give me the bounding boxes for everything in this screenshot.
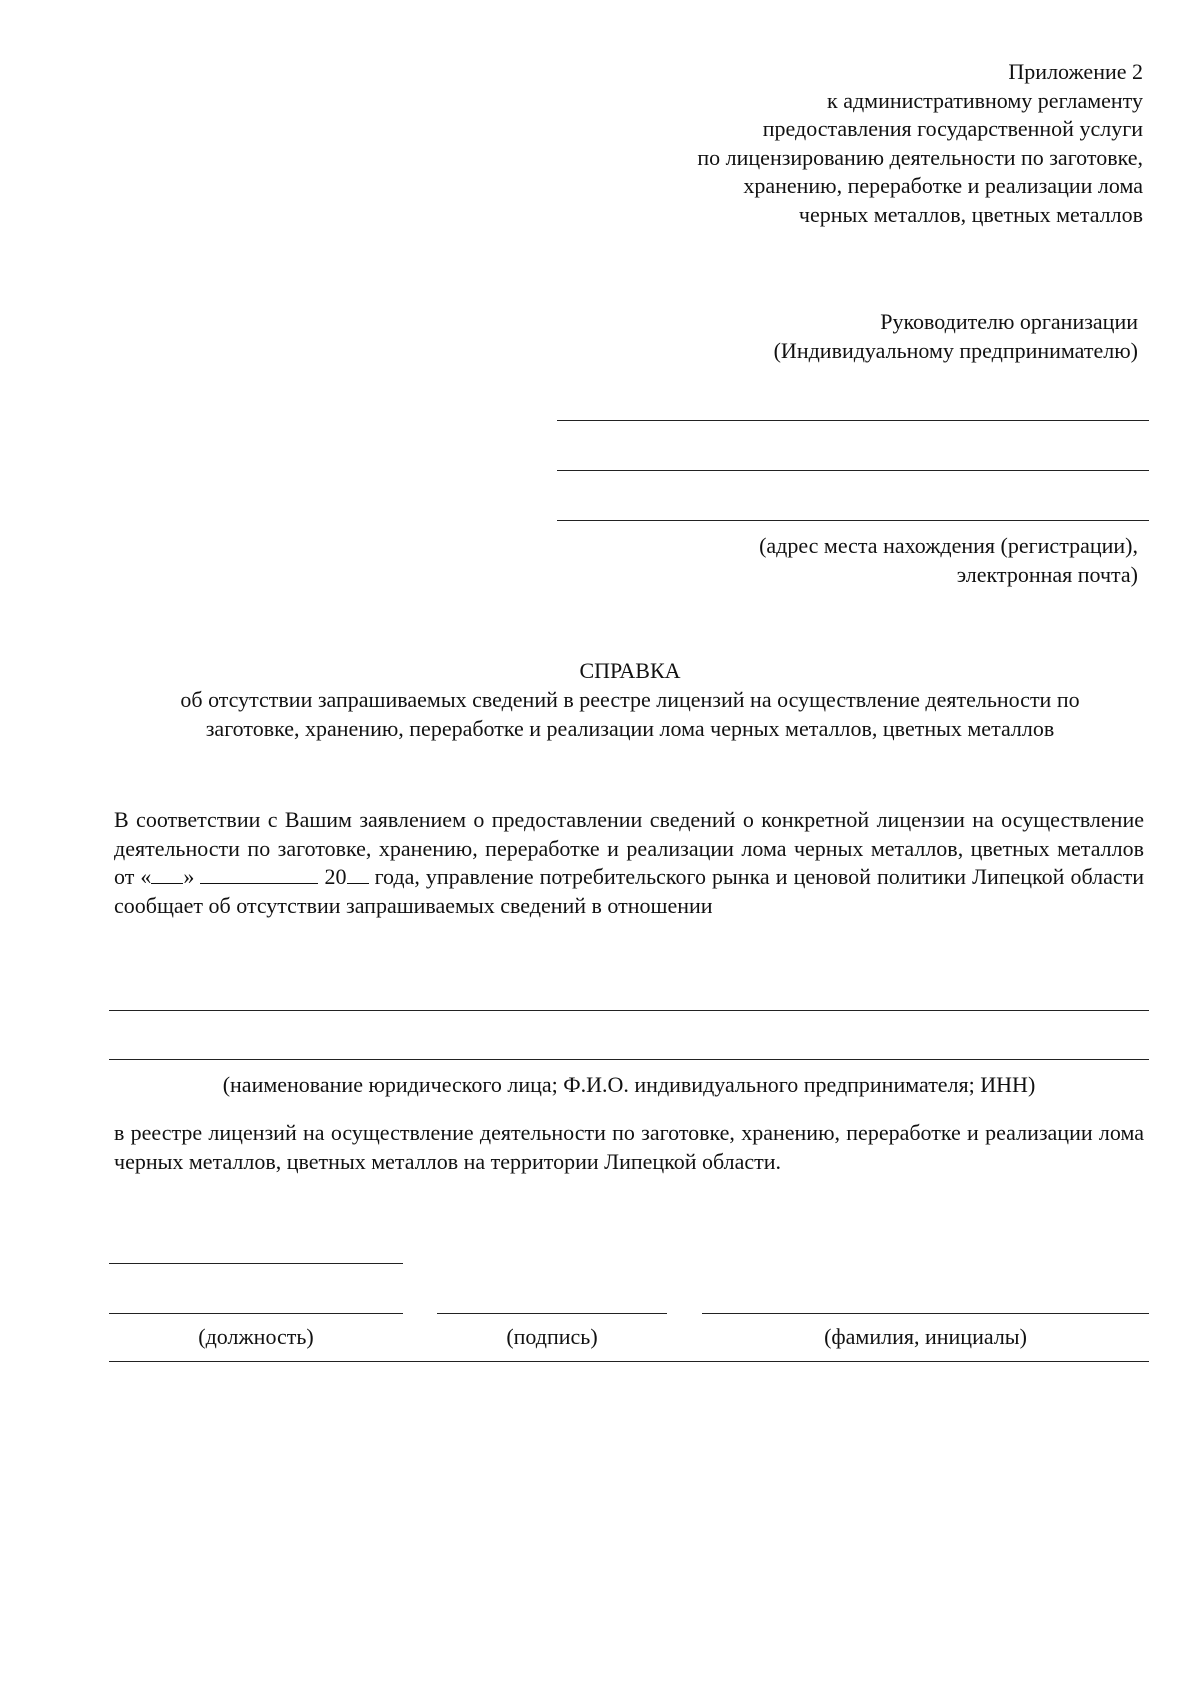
signature-label: (подпись): [506, 1324, 598, 1349]
signature-extra-line: [109, 1263, 403, 1264]
name-blank-line: [702, 1313, 1149, 1314]
address-hint-line: (адрес места нахождения (регистрации),: [759, 533, 1138, 558]
document-subtitle: [130, 685, 1130, 743]
position-blank-line: [109, 1313, 403, 1314]
addressee-line: (Индивидуальному предпринимателю): [773, 338, 1138, 363]
day-blank: [151, 865, 183, 884]
signature-blank-line: [437, 1313, 667, 1314]
address-hint: [759, 531, 1138, 589]
annex-line: по лицензированию деятельности по заготовке,: [697, 144, 1143, 170]
paragraph-text: »: [183, 864, 201, 889]
year-blank: [347, 865, 369, 884]
position-label: (должность): [198, 1324, 314, 1349]
paragraph-text: В соответствии с Вашим заявлением о предоставлении сведений о конкретной лицензии на осуществление деятельности по заготовке, хранению, переработке и реализации лома черных металлов, цветных металлов от «: [114, 807, 1144, 889]
annex-line: предоставления государственной услуги: [762, 116, 1143, 141]
entity-blank-line: [109, 1059, 1149, 1060]
request-paragraph: [114, 806, 1144, 920]
annex-header: [697, 58, 1143, 229]
registry-paragraph: в реестре лицензий на осуществление деятельности по заготовке, хранению, переработке и реализации лома черных металлов, цветных металлов на территории Липецкой области.: [114, 1120, 1144, 1174]
paragraph-text: года, управление потребительского рынка и ценовой политики Липецкой области сообщает об отсутствии запрашиваемых сведений в отношении: [114, 864, 1145, 918]
paragraph-text: 20: [318, 864, 347, 889]
addressee-blank-line: [557, 470, 1149, 471]
entity-hint: (наименование юридического лица; Ф.И.О. индивидуального предпринимателя; ИНН): [222, 1072, 1036, 1097]
annex-line: хранению, переработке и реализации лома: [743, 173, 1143, 198]
subtitle-line: заготовке, хранению, переработке и реализации лома черных металлов, цветных металлов: [205, 716, 1055, 741]
entity-blank-line: [109, 1010, 1149, 1011]
addressee-blank-line: [557, 520, 1149, 521]
addressee-line: Руководителю организации: [880, 309, 1138, 334]
name-label: (фамилия, инициалы): [824, 1324, 1027, 1349]
annex-line: к административному регламенту: [827, 87, 1143, 113]
month-blank: [200, 865, 318, 884]
addressee-blank-line: [557, 420, 1149, 421]
subtitle-line: об отсутствии запрашиваемых сведений в реестре лицензий на осуществление деятельности по: [180, 687, 1080, 712]
signature-bottom-line: [109, 1361, 1149, 1362]
annex-line: Приложение 2: [1008, 59, 1143, 84]
annex-line: черных металлов, цветных металлов: [798, 201, 1143, 227]
address-hint-line: электронная почта): [956, 562, 1138, 587]
addressee-block: [774, 307, 1138, 365]
document-title: СПРАВКА: [579, 658, 681, 683]
